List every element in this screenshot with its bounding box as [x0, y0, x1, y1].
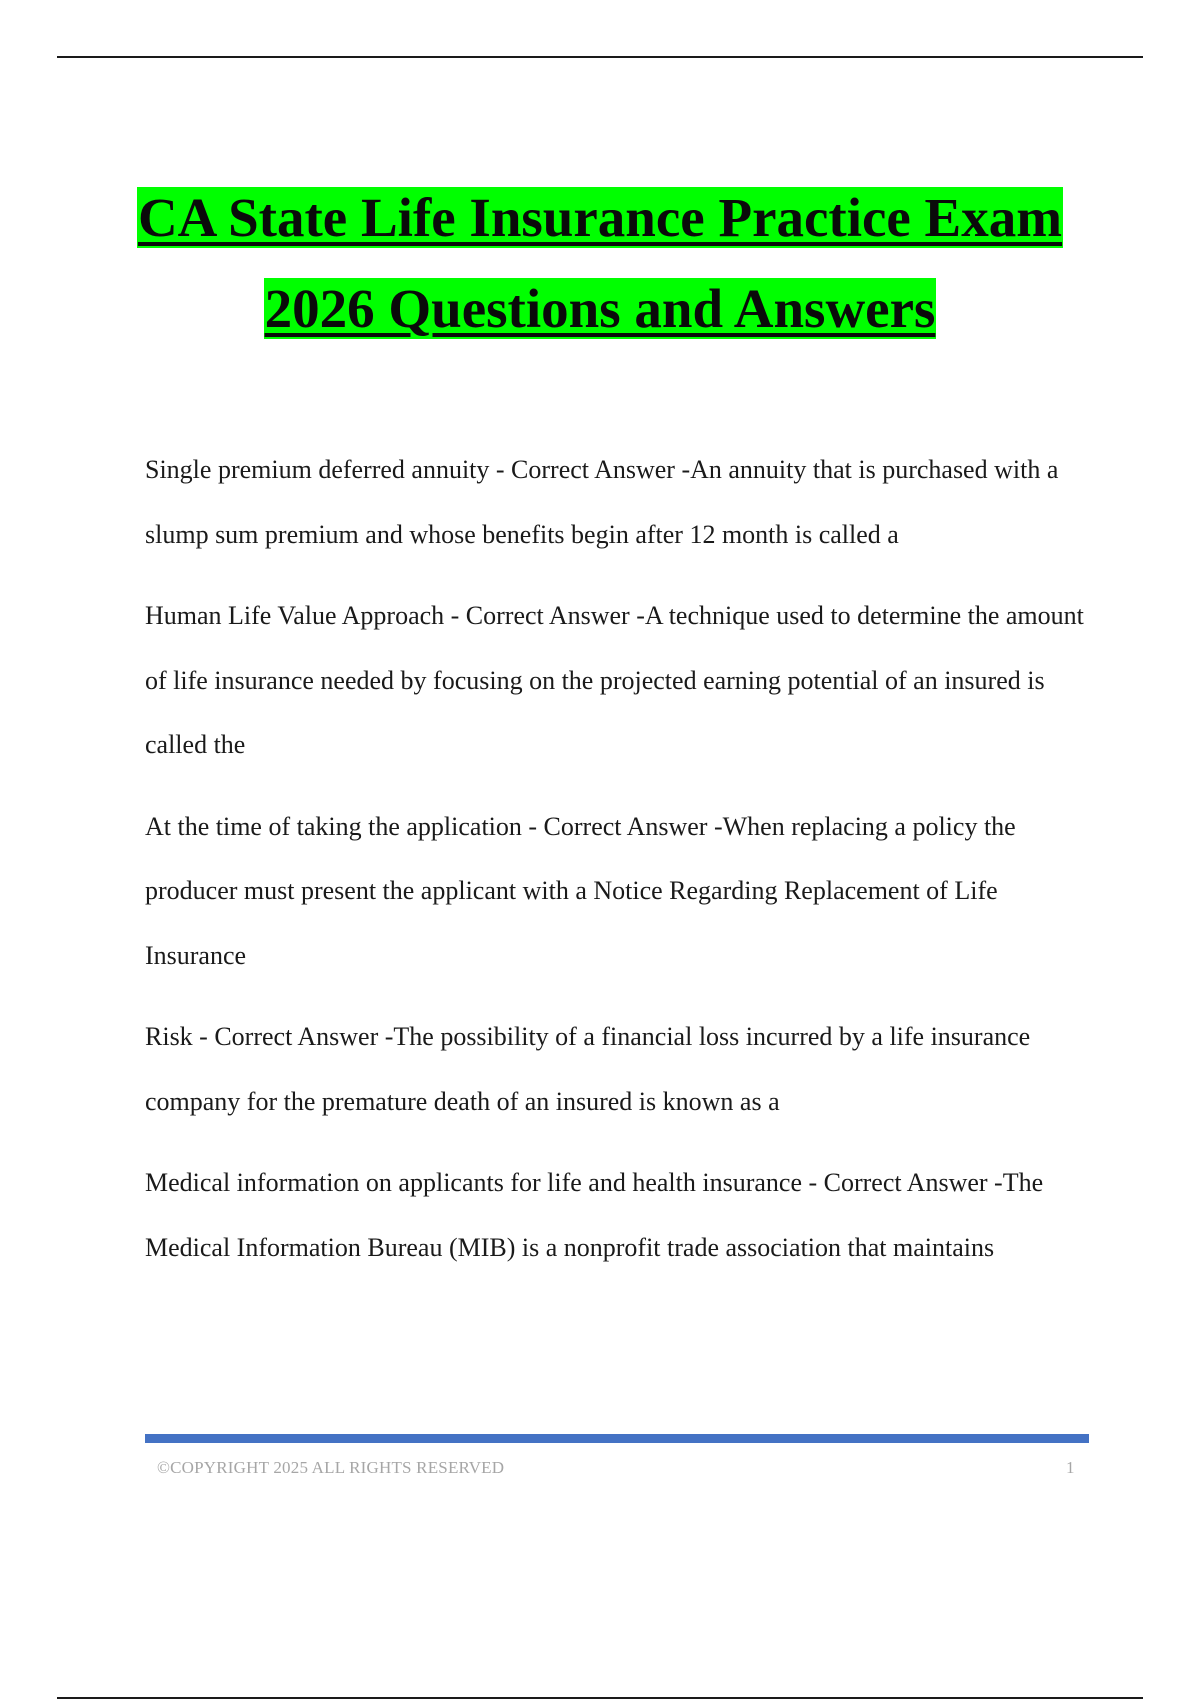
qa-item: Risk - Correct Answer -The possibility of a financial loss incurred by a life insurance company for the premature death of an insured is known as a [145, 1022, 1031, 1116]
document-title [0, 172, 1200, 354]
footer-bar [145, 1434, 1089, 1443]
title-line-1: CA State Life Insurance Practice Exam [137, 187, 1063, 248]
qa-item: Human Life Value Approach - Correct Answer -A technique used to determine the amount of life insurance needed by focusing on the projected earning potential of an insured is called the [145, 601, 1084, 759]
footer-copyright: ©COPYRIGHT 2025 ALL RIGHTS RESERVED [157, 1458, 505, 1477]
qa-list [145, 438, 1085, 1297]
qa-item: At the time of taking the application - Correct Answer -When replacing a policy the producer must present the applicant with a Notice Regarding Replacement of Life Insurance [145, 811, 1016, 970]
title-line-2: 2026 Questions and Answers [264, 278, 936, 339]
qa-item: Medical information on applicants for life and health insurance - Correct Answer -The Medical Information Bureau (MIB) is a nonprofit trade association that maintains [145, 1168, 1044, 1262]
qa-item: Single premium deferred annuity - Correct Answer -An annuity that is purchased with a slump sum premium and whose benefits begin after 12 month is called a [145, 455, 1059, 549]
top-rule [57, 56, 1143, 58]
bottom-rule [57, 1697, 1143, 1699]
page-number: 1 [1066, 1458, 1075, 1477]
